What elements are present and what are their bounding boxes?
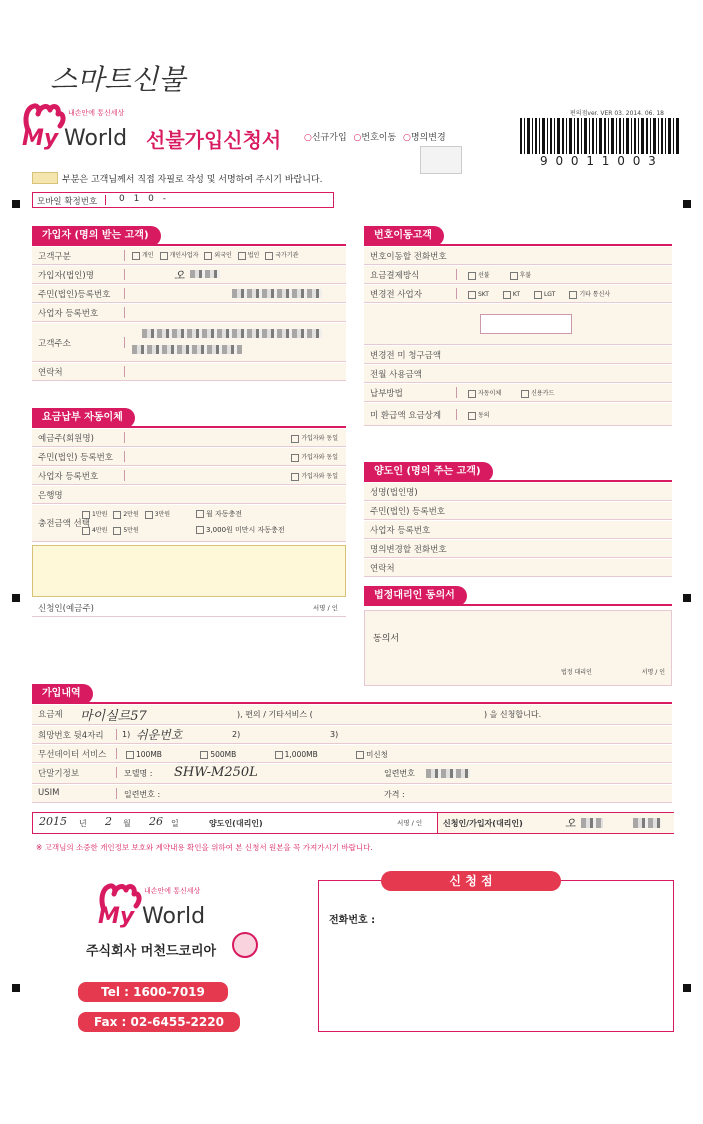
legal-rep-section (364, 586, 672, 690)
date-sign-row[interactable]: 2015 년 2 월 26 일 양도인(대리인) 서명 / 인 신청인/가입자(대리인) 오 (32, 812, 674, 834)
row-pay-method[interactable]: 납부방법 자동이체 신용카드 (364, 384, 672, 402)
row-port-number[interactable]: 번호이동할 전화번호 (364, 247, 672, 265)
row-device[interactable]: 단말기정보 모델명 : SHW-M250L 일련번호 (32, 764, 672, 784)
small-stamp (420, 146, 462, 174)
subscriber-section (32, 226, 346, 386)
logo-my: My (22, 126, 59, 151)
legal-consent-label: 동의서 (373, 634, 400, 644)
option-transfer[interactable]: ○명의변경 (403, 133, 446, 143)
registration-marker (12, 594, 20, 602)
row-payer-business[interactable]: 사업자 등록번호 가입자와 동일 (32, 467, 346, 485)
shop-box[interactable] (318, 874, 674, 1032)
registration-marker (683, 200, 691, 208)
shop-title: 신 청 점 (381, 871, 561, 891)
instruction-text: 부분은 고객님께서 직접 자필로 작성 및 서명하여 주시기 바랍니다. (62, 175, 323, 185)
row-last-month-usage[interactable]: 전월 사용금액 (364, 365, 672, 383)
legal-rep-sign: 서명 / 인 (641, 669, 665, 676)
row-prev-carrier[interactable]: 변경전 사업자 SKT KT LGT 기타 통신사 (364, 285, 672, 303)
number-port-header: 번호이동고객 (364, 226, 444, 246)
legal-rep-header: 법정대리인 동의서 (364, 586, 467, 606)
row-contact[interactable]: 연락처 (32, 363, 346, 381)
footer-logo-my: My (98, 904, 135, 929)
option-new[interactable]: ○신규가입 (304, 133, 347, 143)
handwritten-title: 스마트신불 (50, 63, 186, 96)
logo (20, 100, 140, 160)
subscription-header: 가입내역 (32, 684, 93, 704)
row-bank-name[interactable]: 은행명 (32, 486, 346, 504)
row-usim[interactable]: USIM 일련번호 : 가격 : (32, 785, 672, 803)
registration-marker (683, 594, 691, 602)
row-data-service[interactable]: 무선데이터 서비스 100MB 500MB 1,000MB 미신청 (32, 745, 672, 763)
company-name: 주식회사 머천드코리아 (86, 944, 217, 959)
legal-rep-body[interactable] (364, 610, 672, 686)
row-payer-id[interactable]: 주민(법인) 등록번호 가입자와 동일 (32, 448, 346, 466)
privacy-notice: ※ 고객님의 소중한 개인정보 보호와 계약내용 확인을 위하여 본 신청서 원본을 꼭 가져가시기 바랍니다. (36, 843, 373, 852)
transferor-header: 양도인 (명의 주는 고객) (364, 462, 493, 482)
payment-notes (32, 545, 346, 597)
version-text: 편의점ver. VER 03. 2014. 06. 18 (570, 110, 664, 117)
instruction-swatch (32, 172, 58, 184)
footer-logo (96, 880, 236, 940)
subscriber-header: 가입자 (명의 받는 고객) (32, 226, 161, 246)
row-transferor-contact[interactable]: 연락처 (364, 559, 672, 577)
row-charge-amount[interactable]: 충전금액 선택 1만원 2만원 3만원 4만원 5만원 월 자동충전 3,000원 미만시 자동충전 (32, 505, 346, 542)
row-signer[interactable]: 신청인(예금주) 서명 / 인 (32, 599, 346, 617)
row-subscriber-name[interactable]: 가입자(법인)명 오 (32, 266, 346, 284)
footer-logo-tagline: 내손안에 통신세상 (144, 887, 201, 895)
barcode-number: 9 0 0 1 1 0 0 3 (540, 154, 658, 168)
logo-tagline: 내손안에 통신세상 (68, 109, 125, 117)
form-title: 선불가입신청서 (146, 128, 282, 152)
mobile-confirm-box[interactable] (32, 192, 334, 208)
shop-phone-label: 전화번호 : (329, 915, 376, 926)
tel-badge: Tel : 1600-7019 (78, 982, 228, 1002)
fax-badge: Fax : 02-6455-2220 (78, 1012, 240, 1032)
row-customer-type: 고객구분 개인 개인사업자 외국인 법인 국가기관 (32, 247, 346, 265)
row-unbilled-amount[interactable]: 변경전 미 청구금액 (364, 346, 672, 364)
option-port[interactable]: ○번호이동 (353, 133, 397, 143)
option-list (304, 130, 446, 143)
number-port-section (364, 226, 672, 446)
barcode-icon (520, 118, 680, 154)
row-subscriber-id[interactable]: 주민(법인)등록번호 (32, 285, 346, 303)
row-transferor-id[interactable]: 주민(법인) 등록번호 (364, 502, 672, 520)
row-refund-offset[interactable]: 미 환급액 요금상계 동의 (364, 403, 672, 426)
row-transfer-number[interactable]: 명의변경할 전화번호 (364, 540, 672, 558)
row-plan[interactable]: 요금제 마이실르57 ), 편의 / 기타서비스 ( ) 을 신청합니다. (32, 705, 672, 725)
legal-rep-label: 법정 대리인 (561, 669, 592, 676)
registration-marker (683, 984, 691, 992)
registration-marker (12, 200, 20, 208)
row-account-holder[interactable]: 예금주(회원명) 가입자와 동일 (32, 429, 346, 447)
row-payment-type[interactable]: 요금결제방식 선불 후불 (364, 266, 672, 284)
mobile-confirm-label: 모바일 확정번호 (37, 197, 98, 207)
row-hope-number[interactable]: 희망번호 뒷4자리 1) 쉬운번호 2) 3) (32, 726, 672, 744)
row-transferor-business[interactable]: 사업자 등록번호 (364, 521, 672, 539)
logo-world: World (64, 126, 128, 151)
footer-logo-world: World (142, 904, 206, 929)
mobile-confirm-value: 0 1 0 - (119, 194, 170, 204)
row-transferor-name[interactable]: 성명(법인명) (364, 483, 672, 501)
row-customer-address[interactable]: 고객주소 (32, 323, 346, 362)
payment-header: 요금납부 자동이체 (32, 408, 135, 428)
payment-section (32, 408, 346, 628)
transferor-section (364, 462, 672, 582)
row-business-number[interactable]: 사업자 등록번호 (32, 304, 346, 322)
registration-marker (12, 984, 20, 992)
port-auth-box[interactable] (364, 304, 672, 345)
company-seal-icon (232, 932, 258, 958)
